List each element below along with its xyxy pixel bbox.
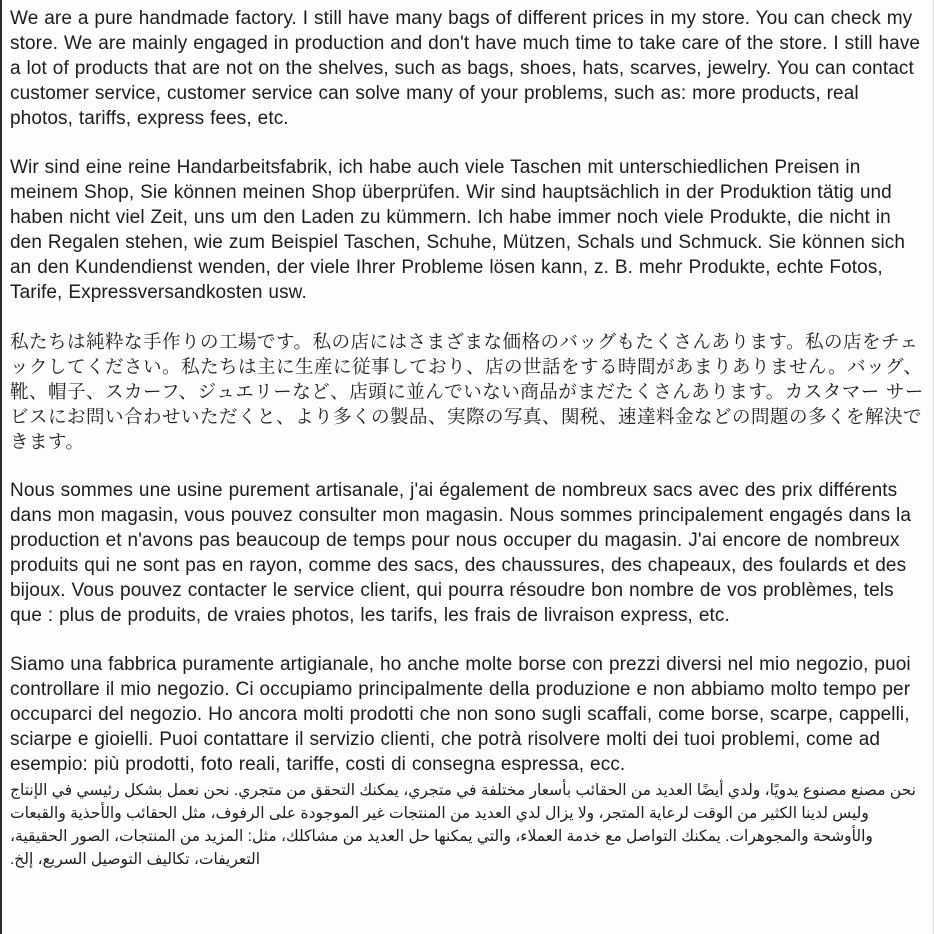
paragraph-japanese: 私たちは純粋な手作りの工場です。私の店にはさまざまな価格のバッグもたくさんあります。私の店をチェックしてください。私たちは主に生産に従事しており、店の世話をする時間があまりありません。バッグ、靴、帽子、スカーフ、ジュエリーなど、店頭に並んでいない商品がまだたくさんあります。カスタマー サービスにお問い合わせいただくと、より多くの製品、実際の写真、関税、速達料金などの問題の多くを解決できます。 <box>10 331 924 452</box>
paragraph-italian: Siamo una fabbrica puramente artigianale, ho anche molte borse con prezzi diversi nel mio negozio, puoi controllare il mio negozio. Ci occupiamo principalmente della produzione e non abbiamo molto tempo per occuparci del negozio. Ho ancora molti prodotti che non sono sugli scaffali, come borse, scarpe, cappelli, sciarpe e gioielli. Puoi contattare il servizio clienti, che potrà risolvere molti dei tuoi problemi, come ad esempio: più prodotti, foto reali, tariffe, costi di consegna espressa, ecc. <box>10 654 911 775</box>
paragraph-english: We are a pure handmade factory. I still have many bags of different prices in my store. You can check my store. We are mainly engaged in production and don't have much time to take care of the store. I still have a lot of products that are not on the shelves, such as bags, shoes, hats, scarves, jewelry. You can contact customer service, customer service can solve many of your problems, such as: more products, real photos, tariffs, express fees, etc. <box>10 8 921 129</box>
paragraph-french: Nous sommes une usine purement artisanale, j'ai également de nombreux sacs avec des prix différents dans mon magasin, vous pouvez consulter mon magasin. Nous sommes principalement engagés dans la production et n'avons pas beaucoup de temps pour nous occuper du magasin. J'ai encore de nombreux produits qui ne sont pas en rayon, comme des sacs, des chaussures, des chapeaux, des foulards et des bijoux. Vous pouvez contacter le service client, qui pourra résoudre bon nombre de vos problèmes, tels que : plus de produits, de vraies photos, les tarifs, les frais de livraison express, etc. <box>10 480 912 626</box>
paragraph-arabic: نحن مصنع مصنوع يدويًا، ولدي أيضًا العديد من الحقائب بأسعار مختلفة في متجري، يمكنك التحقق من متجري. نحن نعمل بشكل رئيسي في الإنتاج وليس لدينا الكثير من الوقت لرعاية المتجر، ولا يزال لدي العديد من المنتجات غير الموجودة على الرفوف، مثل الحقائب والأحذية والقبعات والأوشحة والمجوهرات. يمكنك التواصل مع خدمة العملاء، والتي يمكنها حل العديد من مشاكلك، مثل: المزيد من المنتجات، الصور الحقيقية، التعريفات، تكاليف التوصيل السريع، إلخ. <box>10 782 916 868</box>
paragraph-german: Wir sind eine reine Handarbeitsfabrik, ich habe auch viele Taschen mit unterschiedlichen Preisen in meinem Shop, Sie können meinen Shop überprüfen. Wir sind hauptsächlich in der Produktion tätig und haben nicht viel Zeit, uns um den Laden zu kümmern. Ich habe immer noch viele Produkte, die nicht in den Regalen stehen, wie zum Beispiel Taschen, Schuhe, Mützen, Schals und Schmuck. Sie können sich an den Kundendienst wenden, der viele Ihrer Probleme lösen kann, z. B. mehr Produkte, echte Fotos, Tarife, Expressversandkosten usw. <box>10 157 906 303</box>
